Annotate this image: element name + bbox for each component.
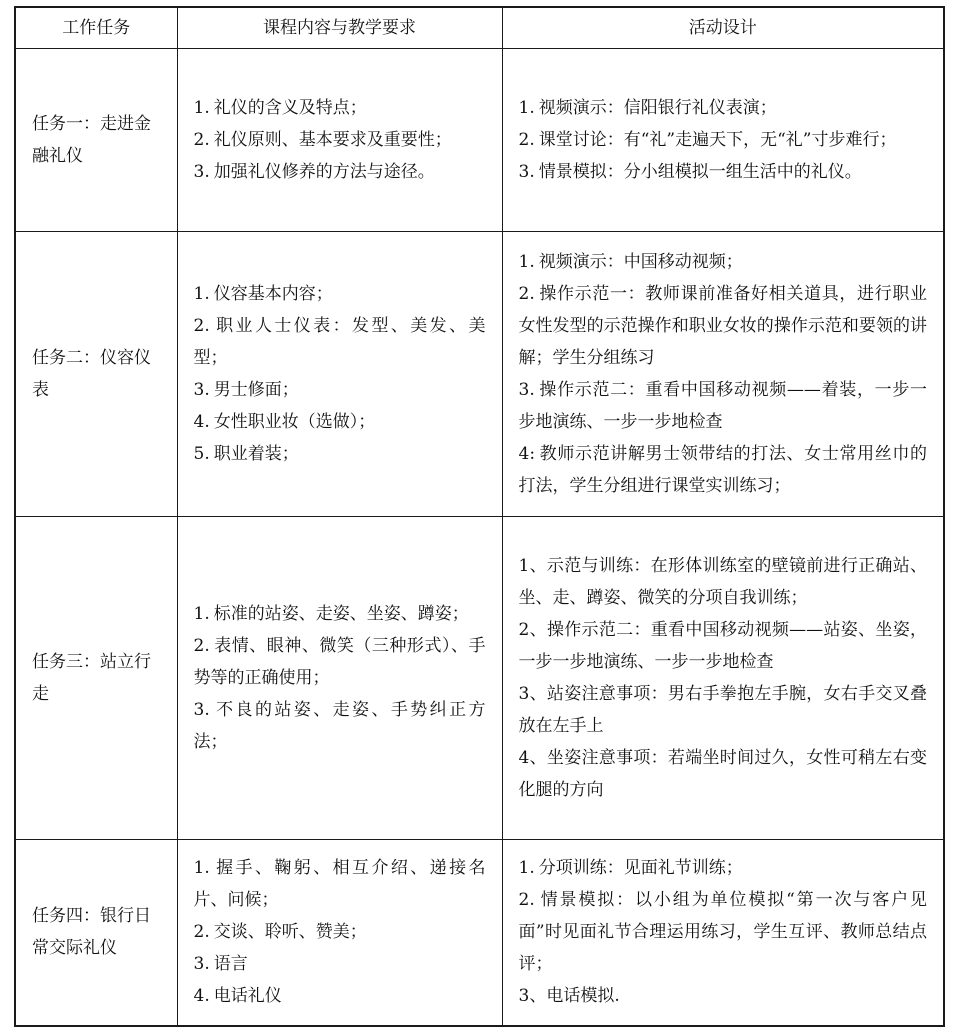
activity-item bbox=[519, 742, 928, 806]
header-content: 课程内容与教学要求 bbox=[177, 7, 502, 49]
content-item bbox=[194, 92, 486, 124]
item-text: 标准的站姿、走姿、坐姿、蹲姿； bbox=[213, 604, 469, 624]
task-cell: 任务四：银行日常交际礼仪 bbox=[15, 840, 177, 1026]
item-number: 3. bbox=[193, 162, 210, 182]
item-number: 4. bbox=[193, 986, 210, 1007]
item-number: 4: bbox=[518, 444, 536, 464]
header-task: 工作任务 bbox=[15, 7, 177, 49]
item-text: 示范与训练：在形体训练室的壁镜前进行正确站、坐、走、蹲姿、微笑的分项自我训练； bbox=[518, 556, 927, 608]
item-number: 2. bbox=[518, 130, 535, 150]
item-text: 情景模拟：以小组为单位模拟“第一次与客户见面”时见面礼节合理运用练习，学生互评、教师总结点评； bbox=[518, 890, 927, 975]
item-text: 女性职业妆（选做）； bbox=[213, 412, 376, 432]
item-text: 电话模拟. bbox=[546, 986, 620, 1007]
table-row bbox=[15, 840, 944, 1026]
item-text: 坐姿注意事项：若端坐时间过久，女性可稍左右变化腿的方向 bbox=[518, 748, 927, 800]
item-text: 情景模拟：分小组模拟一组生活中的礼仪。 bbox=[538, 162, 862, 182]
activity-cell bbox=[502, 49, 944, 232]
content-cell bbox=[177, 840, 502, 1026]
content-item bbox=[194, 374, 486, 406]
activity-cell bbox=[502, 517, 944, 840]
item-text: 操作示范二：重看中国移动视频——站姿、坐姿，一步一步地演练、一步一步地检查 bbox=[518, 620, 928, 672]
item-text: 男士修面； bbox=[213, 380, 299, 400]
task-cell: 任务三：站立行走 bbox=[15, 517, 177, 840]
item-text: 分项训练：见面礼节训练； bbox=[538, 858, 743, 879]
item-number: 3. bbox=[518, 380, 535, 400]
item-number: 1. bbox=[518, 858, 535, 879]
content-item bbox=[194, 916, 486, 948]
item-number: 1. bbox=[193, 284, 210, 304]
content-item bbox=[194, 438, 486, 470]
item-text: 握手、鞠躬、相互介绍、递接名片、问候； bbox=[193, 858, 486, 911]
item-text: 礼仪的含义及特点； bbox=[213, 98, 367, 118]
item-number: 3. bbox=[193, 700, 210, 720]
activity-item bbox=[519, 884, 928, 980]
item-number: 2. bbox=[193, 922, 210, 943]
content-cell bbox=[177, 49, 502, 232]
table-row bbox=[15, 232, 944, 517]
content-item bbox=[194, 156, 486, 188]
item-number: 3. bbox=[518, 162, 535, 182]
item-text: 礼仪原则、基本要求及重要性； bbox=[213, 130, 452, 150]
content-item bbox=[194, 310, 486, 374]
content-item bbox=[194, 980, 486, 1012]
activity-item bbox=[519, 852, 928, 884]
item-number: 4. bbox=[193, 412, 210, 432]
activity-item bbox=[519, 278, 928, 374]
content-item bbox=[194, 694, 486, 758]
activity-cell bbox=[502, 840, 944, 1026]
activity-item bbox=[519, 614, 928, 678]
item-number: 2. bbox=[193, 316, 210, 336]
item-text: 加强礼仪修养的方法与途径。 bbox=[213, 162, 435, 182]
activity-cell bbox=[502, 232, 944, 517]
item-number: 5. bbox=[193, 444, 210, 464]
activity-item bbox=[519, 124, 928, 156]
content-item bbox=[194, 630, 486, 694]
item-number: 1. bbox=[193, 98, 210, 118]
item-number: 4、 bbox=[518, 748, 547, 768]
item-number: 3、 bbox=[518, 684, 547, 704]
content-item bbox=[194, 406, 486, 438]
header-row bbox=[15, 7, 944, 49]
table-row bbox=[15, 517, 944, 840]
activity-item bbox=[519, 980, 928, 1012]
item-text: 交谈、聆听、赞美； bbox=[213, 922, 367, 943]
item-text: 教师示范讲解男士领带结的打法、女士常用丝巾的打法，学生分组进行课堂实训练习； bbox=[518, 444, 927, 496]
task-cell: 任务二：仪容仪表 bbox=[15, 232, 177, 517]
item-number: 3、 bbox=[518, 986, 547, 1007]
item-number: 1、 bbox=[518, 556, 547, 576]
content-cell bbox=[177, 232, 502, 517]
item-text: 站姿注意事项：男右手拳抱左手腕，女右手交叉叠放在左手上 bbox=[518, 684, 927, 736]
item-number: 1. bbox=[518, 98, 535, 118]
content-item bbox=[194, 278, 486, 310]
item-text: 表情、眼神、微笑（三种形式）、手势等的正确使用； bbox=[193, 636, 486, 688]
item-text: 操作示范二：重看中国移动视频——着装，一步一步地演练、一步一步地检查 bbox=[518, 380, 927, 432]
item-number: 2. bbox=[193, 636, 210, 656]
item-text: 视频演示：信阳银行礼仪表演； bbox=[538, 98, 777, 118]
activity-item bbox=[519, 550, 928, 614]
item-text: 电话礼仪 bbox=[213, 986, 282, 1007]
content-item bbox=[194, 948, 486, 980]
item-number: 2. bbox=[518, 284, 535, 304]
activity-item bbox=[519, 678, 928, 742]
task-cell: 任务一：走进金融礼仪 bbox=[15, 49, 177, 232]
item-number: 3. bbox=[193, 954, 210, 975]
activity-item bbox=[519, 374, 928, 438]
activity-item bbox=[519, 156, 928, 188]
content-item bbox=[194, 124, 486, 156]
item-number: 2、 bbox=[518, 620, 547, 640]
item-text: 职业着装； bbox=[213, 444, 299, 464]
header-activity: 活动设计 bbox=[502, 7, 944, 49]
item-number: 1. bbox=[193, 858, 210, 879]
item-text: 不良的站姿、走姿、手势纠正方法； bbox=[193, 700, 486, 752]
content-item bbox=[194, 598, 486, 630]
item-number: 2. bbox=[518, 890, 535, 911]
activity-item bbox=[519, 438, 928, 502]
item-text: 操作示范一：教师课前准备好相关道具，进行职业女性发型的示范操作和职业女妆的操作示范和要领的讲解；学生分组练习 bbox=[518, 284, 927, 368]
item-text: 仪容基本内容； bbox=[213, 284, 333, 304]
item-number: 1. bbox=[518, 252, 535, 272]
curriculum-table bbox=[14, 6, 945, 1027]
activity-item bbox=[519, 92, 928, 124]
item-text: 职业人士仪表：发型、美发、美型； bbox=[193, 316, 486, 368]
item-text: 视频演示：中国移动视频； bbox=[538, 252, 743, 272]
item-number: 1. bbox=[193, 604, 210, 624]
activity-item bbox=[519, 246, 928, 278]
item-text: 语言 bbox=[213, 954, 248, 975]
content-item bbox=[194, 852, 486, 916]
item-number: 2. bbox=[193, 130, 210, 150]
content-cell bbox=[177, 517, 502, 840]
item-text: 课堂讨论：有“礼”走遍天下，无“礼”寸步难行； bbox=[538, 130, 897, 150]
item-number: 3. bbox=[193, 380, 210, 400]
table-row bbox=[15, 49, 944, 232]
